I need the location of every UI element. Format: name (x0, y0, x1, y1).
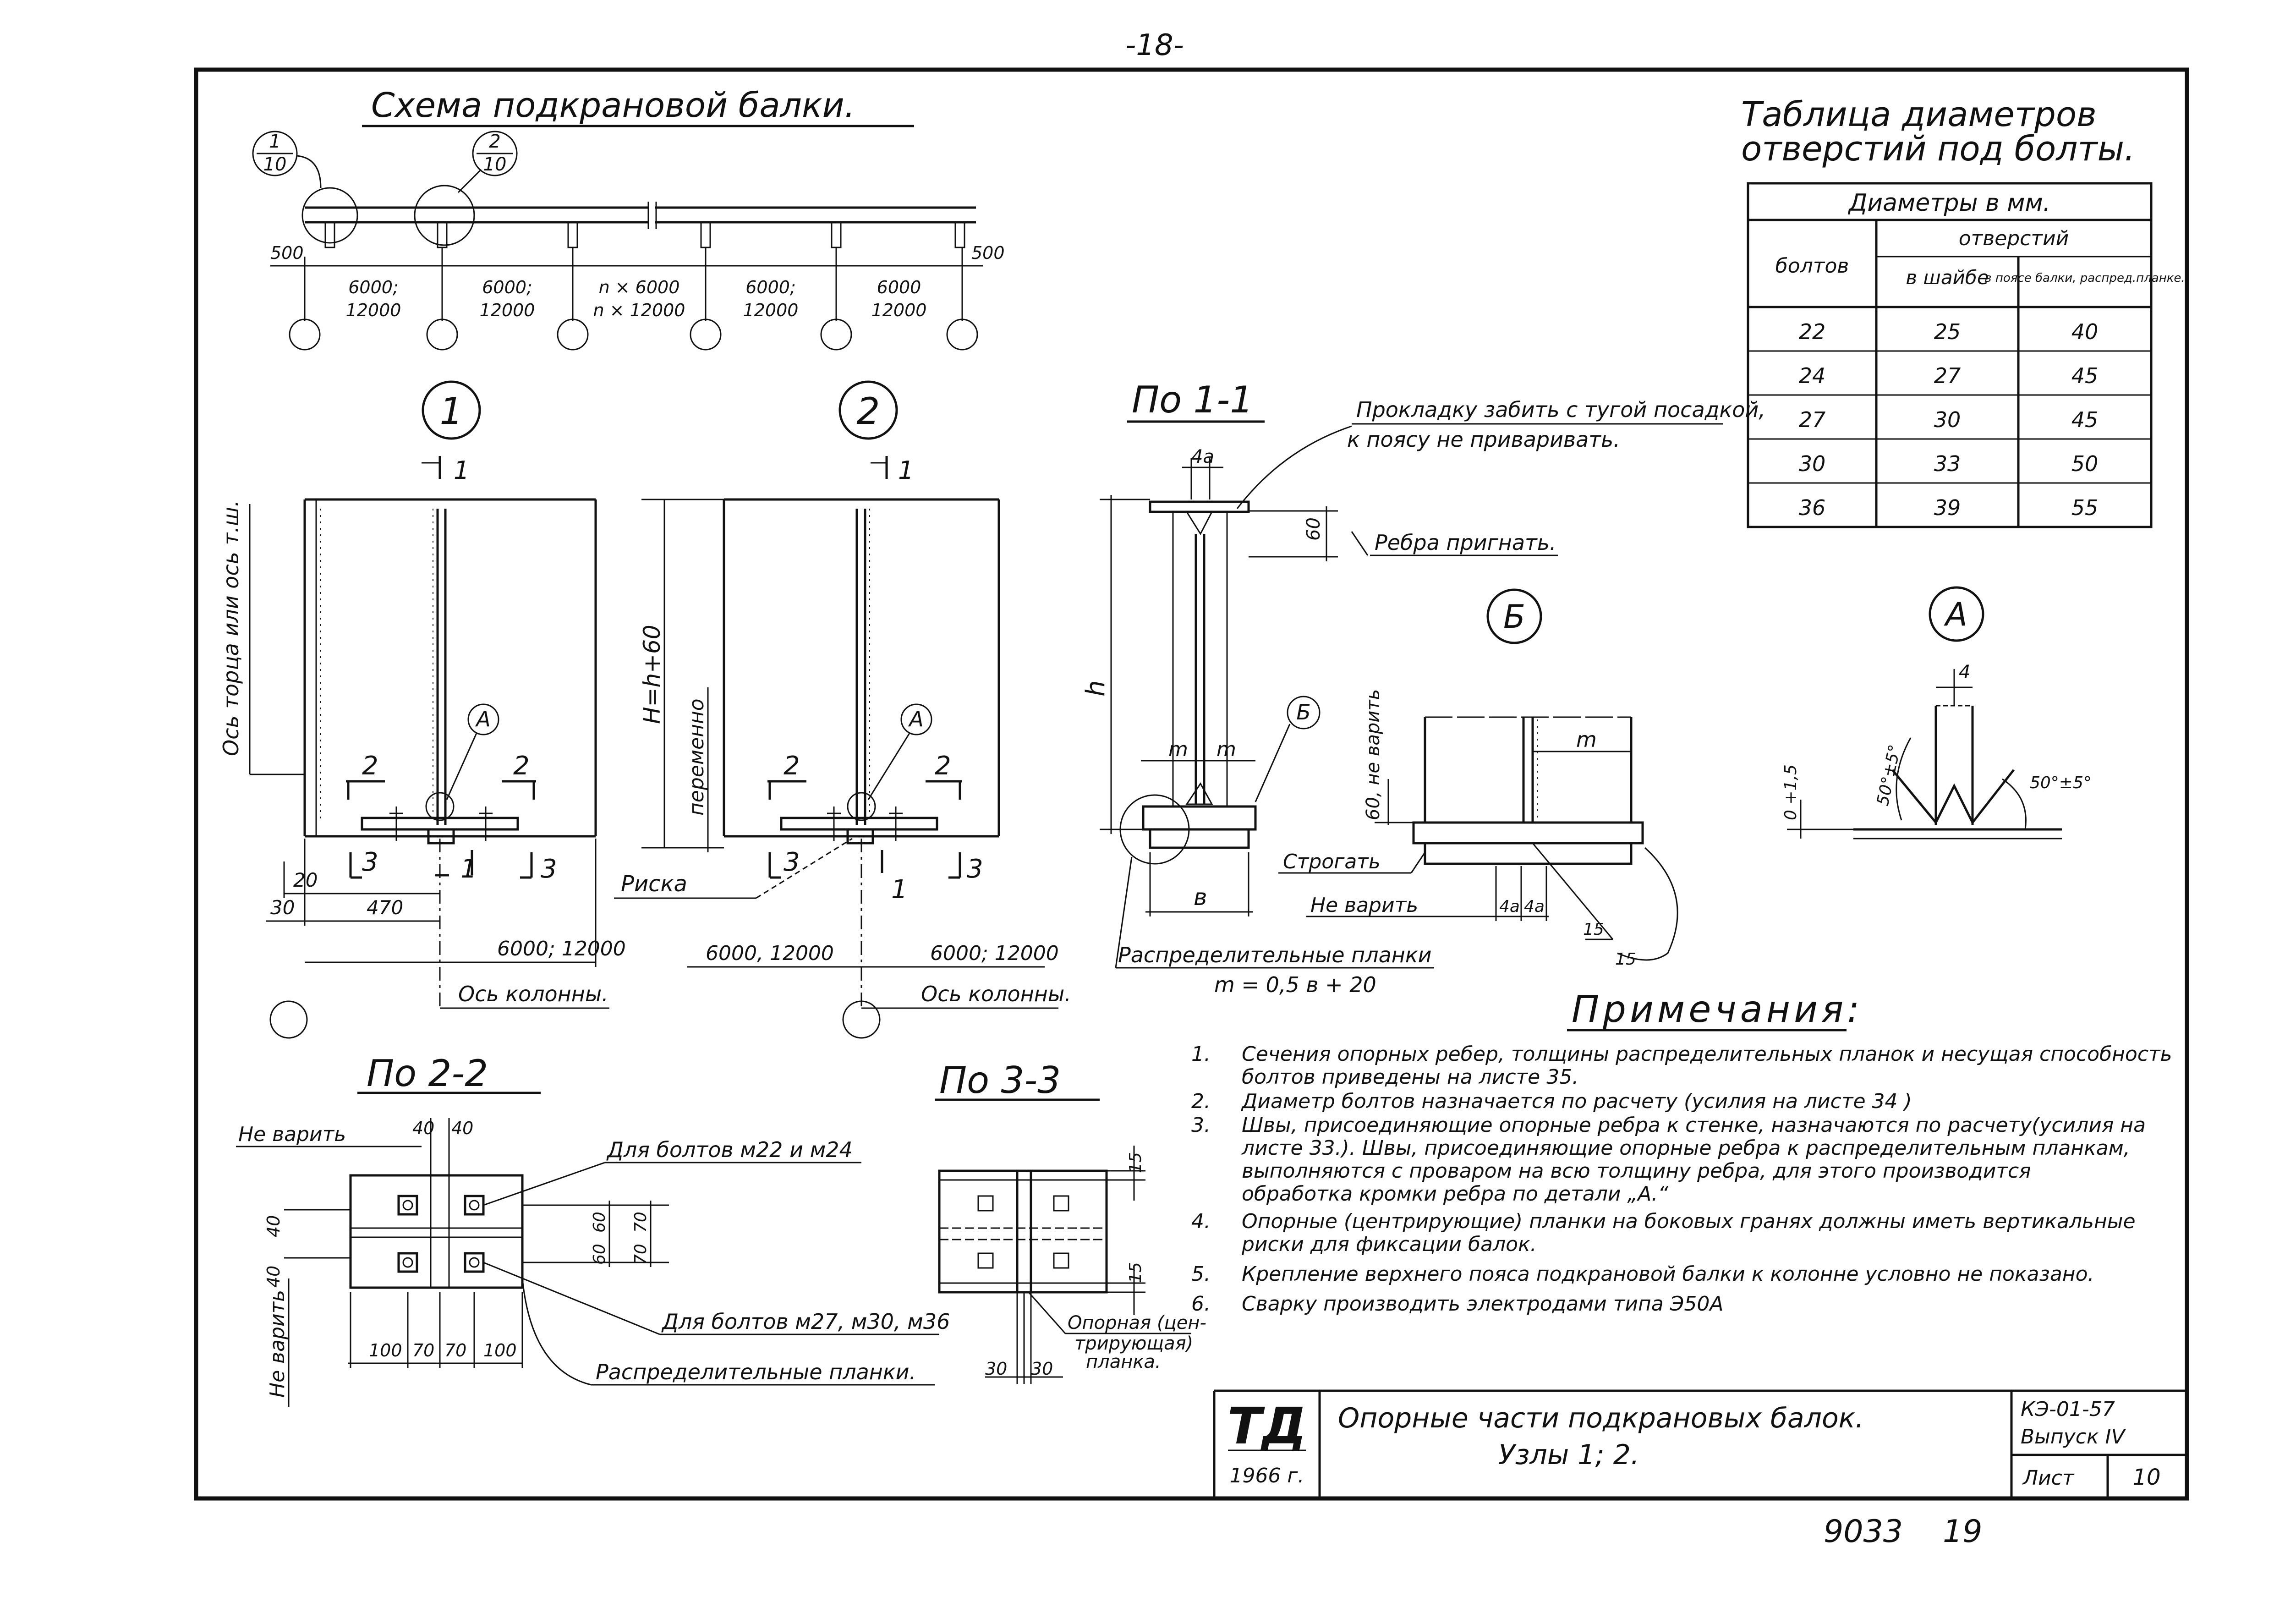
span-top-1: 6000; (348, 277, 399, 297)
title-block-series: КЭ-01-57 (2021, 1398, 2115, 1421)
notes-title: Примечания: (1572, 988, 1863, 1031)
node-2-axis-bubble (843, 1001, 880, 1038)
section-2-2-dim-40a: 40 (412, 1118, 435, 1138)
detail-a-dim-4: 4 (1959, 662, 1971, 683)
footer-page: 19 (1943, 1514, 1983, 1550)
node-1-dim-20: 20 (293, 869, 318, 891)
table-cell: 55 (2071, 495, 2099, 520)
title-block-year: 1966 г. (1229, 1464, 1304, 1487)
note-4-line-2: риски для фиксации балок. (1242, 1233, 1537, 1256)
section-2-2-dim-bottom-1: 100 (369, 1340, 402, 1361)
table-cell: 45 (2071, 363, 2099, 388)
table-cell: 24 (1798, 363, 1826, 388)
table-header-main: Диаметры в мм. (1848, 189, 2051, 217)
table-header-washer: в шайбе (1906, 266, 1989, 289)
section-2-2-dim-40b: 40 (451, 1118, 474, 1138)
node-2-label: 2 (856, 390, 880, 433)
section-1-1-dim-h: h (1081, 680, 1111, 697)
section-2-2-dim-bottom-4: 100 (483, 1340, 517, 1361)
span-top-3: n × 6000 (598, 277, 680, 297)
detail-b-dim-m: m (1576, 727, 1597, 752)
detail-b (1278, 590, 1677, 969)
section-3-3-dim-30b: 30 (1031, 1359, 1053, 1379)
callout-2-leader (458, 170, 481, 192)
node-1-detail-a: А (476, 707, 491, 731)
table-title-line1: Таблица диаметров (1741, 95, 2097, 134)
detail-a-label: А (1945, 596, 1967, 633)
node-1-cut2-right: 2 (513, 751, 530, 781)
section-3-3-plate (939, 1171, 1107, 1292)
table-cell: 30 (1934, 407, 1961, 432)
section-3-3 (935, 1059, 1206, 1384)
title-block-logo: ТД (1227, 1397, 1307, 1455)
section-1-1-dim-m-left: m (1168, 738, 1188, 761)
callout-1-leader (297, 156, 321, 188)
section-2-2-bolts (399, 1196, 483, 1272)
section-1-1-note-pad: Прокладку забить с тугой посадкой, (1356, 397, 1765, 422)
node-2-cut1-bottom: 1 (891, 875, 908, 905)
span-bottom-3: n × 12000 (593, 300, 685, 320)
note-3-line-2: листе 33.). Швы, присоединяющие опорные ребра к распределительным планкам, (1242, 1136, 2130, 1160)
note-1-line-1: Сечения опорных ребер, толщины распределительных планок и несущая способность (1242, 1042, 2172, 1066)
section-1-1 (1081, 379, 1765, 997)
section-1-1-bottom-flange (1143, 807, 1255, 829)
section-2-2-dim-60b: 60 (590, 1244, 609, 1265)
detail-b-slope-15a: 15 (1583, 920, 1604, 939)
span-bottom-2: 12000 (479, 300, 535, 320)
node-2-section-mark: 1 (898, 456, 914, 485)
note-1-line-2: болтов приведены на листе 35. (1242, 1065, 1579, 1089)
node-2-detail-a: А (909, 707, 924, 731)
table-cell: 25 (1934, 319, 1961, 344)
page-number: -18- (1125, 28, 1184, 62)
node-2-dim-span-right: 6000; 12000 (930, 942, 1059, 965)
scheme-title: Схема подкрановой балки. (371, 86, 855, 125)
note-2-line-1: Диаметр болтов назначается по расчету (усилия на листе 34 ) (1242, 1090, 1912, 1113)
section-3-3-plank-label-2: трирующая) (1074, 1333, 1194, 1354)
section-2-2-plates-label: Распределительные планки. (596, 1360, 916, 1384)
section-2-2-bolts-large: Для болтов м27, м30, м36 (662, 1309, 950, 1334)
span-top-5: 6000 (877, 277, 921, 297)
section-1-1-dim-b: в (1194, 884, 1207, 911)
node-1 (219, 382, 626, 1038)
section-2-2-dim-40c: 40 (263, 1215, 284, 1237)
bolt-table (1741, 95, 2185, 527)
section-3-3-bolts (978, 1196, 1069, 1268)
section-2-2-dim-40d: 40 (263, 1265, 284, 1288)
node-2-cut3-right: 3 (967, 854, 983, 884)
detail-b-label: Б (1503, 598, 1526, 636)
dim-500-right: 500 (971, 243, 1005, 263)
detail-a-angle-right: 50°±5° (2030, 774, 2092, 792)
node-1-cut3-right: 3 (541, 854, 557, 884)
node-2-variable-label: переменно (685, 698, 708, 816)
section-1-1-detail-b: Б (1296, 700, 1311, 724)
section-3-3-plank-label-1: Опорная (цен- (1068, 1312, 1206, 1333)
node-1-dim-470: 470 (367, 896, 404, 919)
table-header-flange: в поясе балки, распред.планке. (1984, 271, 2185, 285)
detail-a (1781, 587, 2092, 839)
section-2-2-dim-70b: 70 (631, 1244, 650, 1265)
span-bottom-5: 12000 (871, 300, 927, 320)
notes (1191, 988, 2172, 1316)
span-bottom-1: 12000 (345, 300, 401, 320)
section-3-3-plank-label-3: планка. (1086, 1351, 1161, 1372)
section-3-3-dim-15b: 15 (1126, 1262, 1145, 1283)
table-cell: 36 (1798, 495, 1826, 520)
table-rows (1799, 319, 2099, 520)
section-1-1-plates-label: Распределительные планки (1118, 943, 1432, 967)
table-cell: 22 (1798, 319, 1826, 344)
note-4-line-1: Опорные (центрирующие) планки на боковых гранях должны иметь вертикальные (1242, 1210, 2136, 1233)
note-3-num: 3. (1191, 1114, 1211, 1137)
section-1-1-plate (1150, 829, 1249, 848)
note-5-line-1: Крепление верхнего пояса подкрановой балки к колонне условно не показано. (1242, 1262, 2094, 1286)
title-block (1214, 1391, 2187, 1498)
node-2-cut2-left: 2 (784, 751, 800, 781)
title-block-title-1: Опорные части подкрановых балок. (1338, 1402, 1864, 1434)
detail-b-flange (1414, 823, 1643, 843)
table-cell: 27 (1798, 407, 1826, 432)
note-3-line-4: обработка кромки ребра по детали „А.“ (1242, 1182, 1669, 1206)
scheme-axis-bubbles (290, 319, 977, 350)
callout-2-den: 10 (483, 154, 507, 175)
table-cell: 27 (1934, 363, 1961, 388)
callout-1-num: 1 (269, 131, 281, 152)
title-block-title-2: Узлы 1; 2. (1498, 1439, 1639, 1471)
note-2-num: 2. (1191, 1090, 1211, 1113)
callout-1-den: 10 (263, 154, 287, 175)
detail-a-tolerance: 0 +1,5 (1781, 764, 1800, 820)
node-1-axis-bubble (270, 1001, 307, 1038)
node-2-height-label: H=h+60 (639, 625, 665, 724)
node-1-cut2-left: 2 (362, 751, 378, 781)
section-3-3-title: По 3-3 (939, 1059, 1061, 1102)
section-1-1-note-pad2: к поясу не приваривать. (1347, 427, 1620, 452)
section-2-2-dim-bottom-2: 70 (412, 1340, 435, 1361)
table-cell: 33 (1934, 451, 1961, 476)
note-4-num: 4. (1191, 1210, 1211, 1233)
note-6-num: 6. (1191, 1292, 1211, 1316)
dim-500-left: 500 (270, 243, 304, 263)
node-1-cut1-bottom: 1 (460, 854, 477, 884)
callout-circle-2 (415, 186, 474, 245)
table-cell: 50 (2071, 451, 2099, 476)
section-1-1-title: По 1-1 (1132, 379, 1254, 421)
span-top-2: 6000; (482, 277, 532, 297)
detail-b-dim-4a-2: 4a (1524, 897, 1545, 916)
section-2-2-bolts-small: Для болтов м22 и м24 (607, 1137, 853, 1162)
node-1-dim-30: 30 (270, 896, 295, 919)
detail-b-dim-4a-1: 4a (1499, 897, 1520, 916)
node-2-cut3-left: 3 (784, 847, 800, 877)
detail-b-plate (1425, 843, 1631, 864)
callout-2-num: 2 (489, 131, 501, 152)
note-6-line-1: Сварку производить электродами типа Э50А (1242, 1292, 1724, 1316)
detail-b-no-weld: Не варить (1310, 894, 1419, 917)
section-3-3-dim-30a: 30 (985, 1359, 1008, 1379)
span-bottom-4: 12000 (743, 300, 799, 320)
title-block-sheet-label: Лист (2023, 1466, 2074, 1490)
section-1-1-dim-60: 60 (1303, 517, 1324, 541)
table-header-bolts: болтов (1775, 254, 1849, 278)
note-3-line-3: выполняются с проваром на всю толщину ребра, для этого производится (1242, 1159, 2031, 1183)
node-1-section-mark: 1 (454, 456, 470, 485)
section-2-2-dim-70a: 70 (631, 1212, 650, 1233)
section-1-1-top-flange (1150, 502, 1249, 512)
table-header-holes: отверстий (1958, 227, 2069, 250)
note-1-num: 1. (1191, 1042, 1211, 1066)
table-cell: 30 (1798, 451, 1826, 476)
node-2-cut2-right: 2 (935, 751, 951, 781)
node-2-axis-label: Ось колонны. (921, 982, 1071, 1006)
section-2-2-no-weld-top: Не варить (238, 1123, 346, 1146)
table-cell: 39 (1934, 495, 1961, 520)
section-2-2 (236, 1052, 950, 1407)
beam-scheme (253, 86, 1005, 350)
detail-b-no-weld-vertical: 60, не варить (1363, 689, 1384, 820)
node-1-dim-span: 6000; 12000 (497, 937, 626, 960)
title-block-issue: Выпуск IV (2021, 1425, 2125, 1448)
node-2-dim-span-left: 6000, 12000 (706, 942, 834, 965)
callout-circle-1 (302, 188, 357, 243)
span-top-4: 6000; (745, 277, 796, 297)
section-2-2-no-weld-side: Не варить (266, 1289, 289, 1398)
table-cell: 45 (2071, 407, 2099, 432)
section-1-1-dim-4a: 4a (1191, 446, 1214, 467)
title-block-sheet-number: 10 (2132, 1465, 2161, 1490)
section-3-3-dim-15a: 15 (1126, 1152, 1145, 1173)
detail-b-slope-15b: 15 (1615, 950, 1636, 969)
section-1-1-dim-m-right: m (1216, 738, 1236, 761)
node-1-cut3-left: 3 (362, 847, 378, 877)
note-5-num: 5. (1191, 1262, 1211, 1286)
section-1-1-formula: m = 0,5 в + 20 (1214, 972, 1376, 997)
note-3-line-1: Швы, присоединяющие опорные ребра к стенке, назначаются по расчету(усилия на (1242, 1114, 2146, 1137)
table-cell: 40 (2071, 319, 2099, 344)
detail-b-plane-label: Строгать (1283, 850, 1381, 873)
node-1-label: 1 (439, 390, 463, 433)
section-2-2-dim-60a: 60 (590, 1212, 609, 1233)
section-1-1-note-ribs: Ребра пригнать. (1375, 530, 1556, 555)
detail-a-angle-left: 50°±5° (1873, 743, 1905, 807)
node-2 (614, 382, 1071, 1038)
node-1-axis-label: Ось колонны. (458, 982, 608, 1006)
section-2-2-dim-bottom-3: 70 (444, 1340, 467, 1361)
section-2-2-plate (351, 1175, 522, 1288)
table-title-line2: отверстий под болты. (1741, 129, 2135, 169)
section-2-2-title: По 2-2 (367, 1052, 488, 1095)
node-2-risk-label: Риска (621, 871, 687, 897)
node-1-axis-note: Ось торца или ось т.ш. (219, 500, 243, 756)
footer-code: 9033 (1824, 1514, 1903, 1550)
